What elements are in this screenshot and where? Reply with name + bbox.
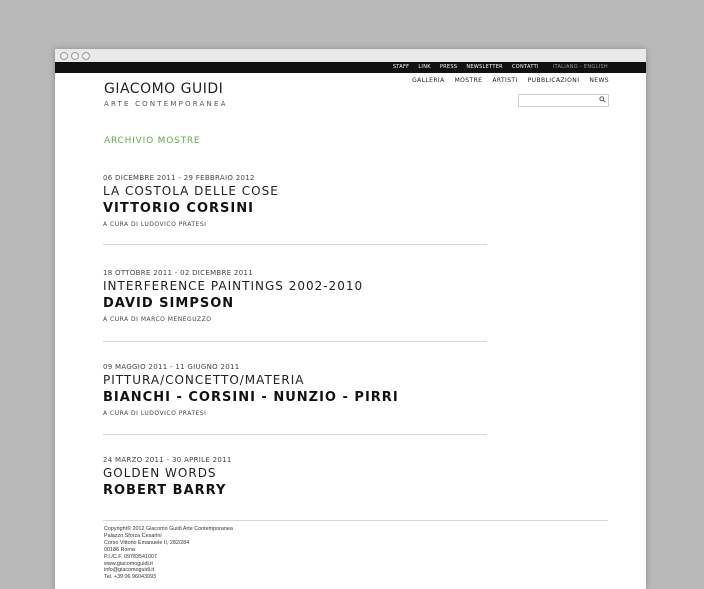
main-nav	[412, 77, 609, 85]
exhibition-artist[interactable]: ROBERT BARRY	[103, 483, 227, 498]
close-window-button[interactable]	[60, 52, 68, 60]
top-bar	[55, 62, 646, 73]
footer-copyright: Copyright© 2012 Giacomo Guidi Arte Contemporanea	[104, 526, 233, 532]
exhibition-curator: A CURA DI MARCO MENEGUZZO	[103, 316, 212, 323]
search-input[interactable]	[518, 94, 609, 107]
exhibition-curator: A CURA DI LUDOVICO PRATESI	[103, 221, 207, 228]
footer-address-line: Palazzo Sforza Cesarini	[104, 532, 162, 539]
nav-item-artisti[interactable]: ARTISTI	[492, 77, 518, 84]
footer-phone: Tel. +39 06 96043093	[104, 574, 157, 581]
exhibition-title[interactable]: LA COSTOLA DELLE COSE	[103, 184, 279, 198]
top-link-contatti[interactable]: CONTATTI	[511, 64, 539, 70]
top-link-link[interactable]: LINK	[418, 64, 431, 70]
exhibition-title[interactable]: GOLDEN WORDS	[103, 466, 217, 480]
logo-subtitle: ARTE CONTEMPORANEA	[104, 100, 228, 108]
top-link-press[interactable]: PRESS	[439, 64, 458, 70]
footer-email-link[interactable]: info@giacomoguidi.it	[104, 567, 155, 574]
exhibition-dates: 24 MARZO 2011 - 30 APRILE 2011	[103, 456, 232, 464]
exhibition-artist[interactable]: VITTORIO CORSINI	[103, 201, 254, 216]
nav-item-pubblicazioni[interactable]: PUBBLICAZIONI	[527, 77, 580, 84]
logo-title[interactable]: GIACOMO GUIDI	[104, 81, 224, 97]
browser-window	[55, 49, 646, 589]
exhibition-item[interactable]	[103, 174, 487, 228]
top-links	[393, 64, 608, 71]
minimize-window-button[interactable]	[71, 52, 79, 60]
divider	[103, 341, 487, 342]
footer-address-line: 00186 Roma	[104, 546, 135, 553]
exhibition-item[interactable]	[103, 363, 487, 417]
exhibition-title[interactable]: PITTURA/CONCETTO/MATERIA	[103, 373, 305, 387]
exhibition-dates: 06 DICEMBRE 2011 - 29 FEBBRAIO 2012	[103, 174, 255, 182]
divider	[103, 244, 487, 245]
footer-divider	[103, 520, 608, 521]
exhibition-artist[interactable]: DAVID SIMPSON	[103, 296, 235, 311]
exhibition-title[interactable]: INTERFERENCE PAINTINGS 2002-2010	[103, 279, 364, 293]
footer-vat: P.I./C.F. 09783541007	[104, 553, 157, 560]
page-title: ARCHIVIO MOSTRE	[104, 136, 201, 146]
language-switch[interactable]: ITALIANO - ENGLISH	[552, 64, 608, 70]
exhibition-item[interactable]	[103, 456, 487, 498]
search-icon[interactable]	[599, 96, 606, 103]
nav-item-news[interactable]: NEWS	[589, 77, 609, 84]
window-titlebar	[55, 49, 646, 63]
exhibition-dates: 09 MAGGIO 2011 - 11 GIUGNO 2011	[103, 363, 240, 371]
exhibition-item[interactable]	[103, 269, 487, 323]
nav-item-mostre[interactable]: MOSTRE	[454, 77, 483, 84]
top-link-staff[interactable]: STAFF	[392, 64, 410, 70]
footer-website-link[interactable]: www.giacomoguidi.it	[104, 560, 153, 567]
zoom-window-button[interactable]	[82, 52, 90, 60]
divider	[103, 434, 487, 435]
exhibition-artist[interactable]: BIANCHI - CORSINI - NUNZIO - PIRRI	[103, 390, 399, 405]
exhibition-curator: A CURA DI LUDOVICO PRATESI	[103, 410, 207, 417]
exhibition-dates: 18 OTTOBRE 2011 - 02 DICEMBRE 2011	[103, 269, 253, 277]
footer-address-line: Corso Vittorio Emanuele II, 282/284	[104, 539, 190, 546]
top-link-newsletter[interactable]: NEWSLETTER	[466, 64, 503, 70]
footer	[104, 526, 233, 581]
nav-item-galleria[interactable]: GALLERIA	[412, 77, 445, 84]
